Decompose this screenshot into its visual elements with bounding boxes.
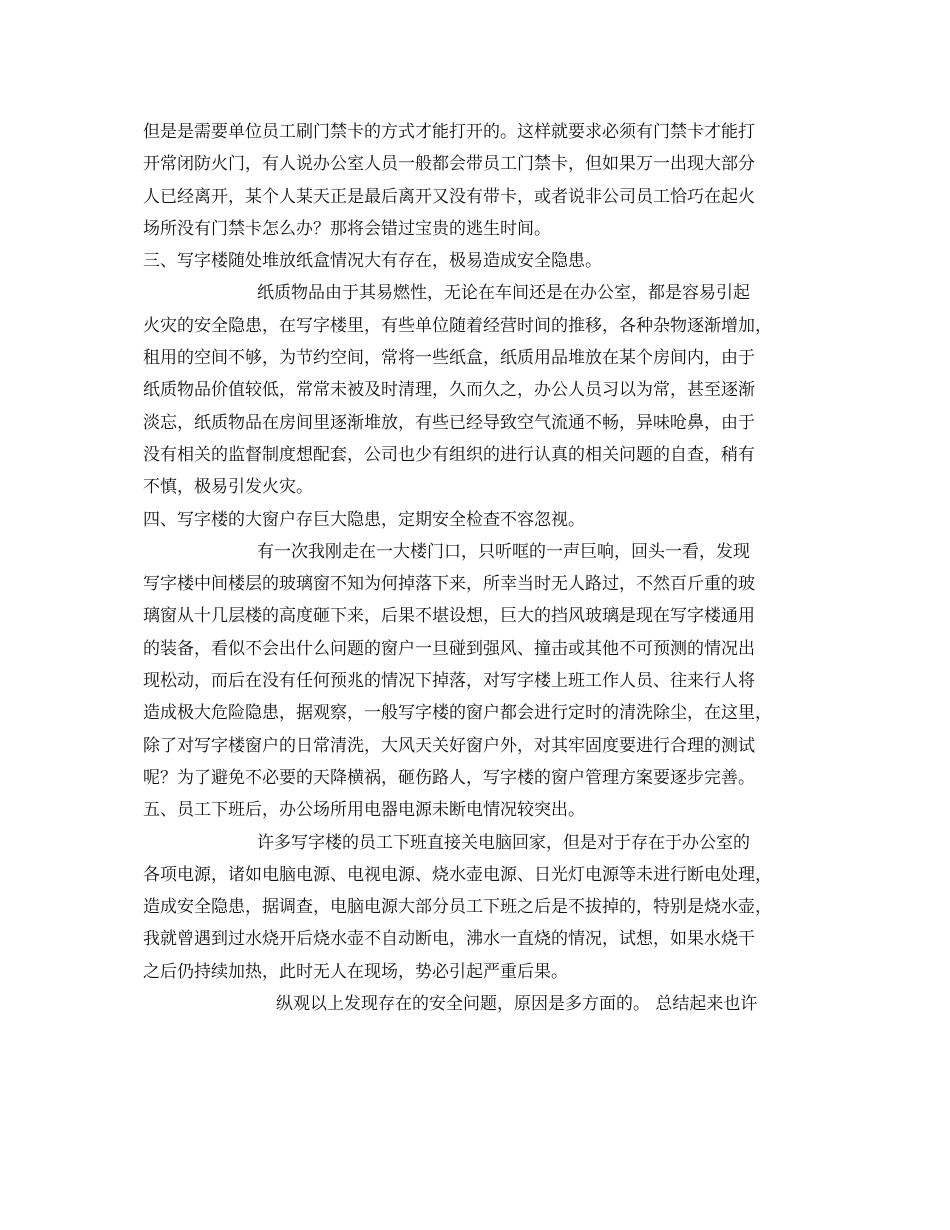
body-line: 租用的空间不够，为节约空间，常将一些纸盒，纸质用品堆放在某个房间内，由于	[143, 348, 755, 369]
body-line: 场所没有门禁卡怎么办？那将会错过宝贵的逃生时间。	[143, 218, 551, 239]
body-line: 没有相关的监督制度想配套，公司也少有组织的进行认真的相关问题的自查，稍有	[143, 444, 755, 465]
body-line: 纸质物品价值较低，常常未被及时清理，久而久之，办公人员习以为常，甚至逐渐	[143, 380, 755, 401]
body-line: 造成安全隐患，据调查，电脑电源大部分员工下班之后是不拔掉的，特别是烧水壶，	[143, 897, 772, 918]
body-line: 现松动，而后在没有任何预兆的情况下掉落，对写字楼上班工作人员、往来行人将	[143, 671, 755, 692]
body-line: 但是是需要单位员工刷门禁卡的方式才能打开的。这样就要求必须有门禁卡才能打	[143, 122, 755, 142]
paragraph-first-line: 纵观以上发现存在的安全问题，原因是多方面的。 总结起来也许	[276, 994, 758, 1015]
body-line: 呢？为了避免不必要的天降横祸，砸伤路人，写字楼的窗户管理方案要逐步完善。	[143, 767, 755, 788]
body-line: 造成极大危险隐患，据观察，一般写字楼的窗户都会进行定时的清洗除尘，在这里，	[143, 703, 772, 724]
body-line: 人已经离开，某个人某天正是最后离开又没有带卡，或者说非公司员工恰巧在起火	[143, 186, 755, 207]
body-line: 写字楼中间楼层的玻璃窗不知为何掉落下来，所幸当时无人路过，不然百斤重的玻	[143, 574, 755, 595]
body-line: 各项电源，诸如电脑电源、电视电源、烧水壶电源、日光灯电源等未进行断电处理，	[143, 864, 772, 885]
body-line: 淡忘，纸质物品在房间里逐渐堆放，有些已经导致空气流通不畅，异味呛鼻，由于	[143, 412, 755, 433]
section-heading-3: 三、写字楼随处堆放纸盒情况大有存在，极易造成安全隐患。	[143, 251, 602, 272]
section-heading-5: 五、员工下班后，办公场所用电器电源未断电情况较突出。	[143, 800, 585, 821]
section-heading-4: 四、写字楼的大窗户存巨大隐患，定期安全检查不容忽视。	[143, 509, 585, 530]
body-line: 除了对写字楼窗户的日常清洗，大风天关好窗户外，对其牢固度要进行合理的测试	[143, 735, 755, 756]
body-line: 火灾的安全隐患，在写字楼里，有些单位随着经营时间的推移，各种杂物逐渐增加，	[143, 315, 772, 336]
body-line: 我就曾遇到过水烧开后烧水壶不自动断电，沸水一直烧的情况，试想，如果水烧干	[143, 929, 755, 950]
body-line: 璃窗从十几层楼的高度砸下来，后果不堪设想，巨大的挡风玻璃是现在写字楼通用	[143, 606, 755, 627]
paragraph-first-line: 许多写字楼的员工下班直接关电脑回家，但是对于存在于办公室的	[257, 832, 750, 853]
paragraph-first-line: 纸质物品由于其易燃性，无论在车间还是在办公室，都是容易引起	[257, 283, 750, 304]
body-line: 之后仍持续加热，此时无人在现场，势必引起严重后果。	[143, 961, 568, 982]
document-body	[143, 116, 823, 1020]
body-line: 的装备，看似不会出什么问题的窗户一旦碰到强风、撞击或其他不可预测的情况出	[143, 638, 755, 659]
body-line: 不慎，极易引发火灾。	[143, 477, 313, 498]
paragraph-first-line: 有一次我刚走在一大楼门口，只听哐的一声巨响，回头一看，发现	[257, 541, 750, 562]
body-line: 开常闭防火门，有人说办公室人员一般都会带员工门禁卡，但如果万一出现大部分	[143, 154, 755, 175]
